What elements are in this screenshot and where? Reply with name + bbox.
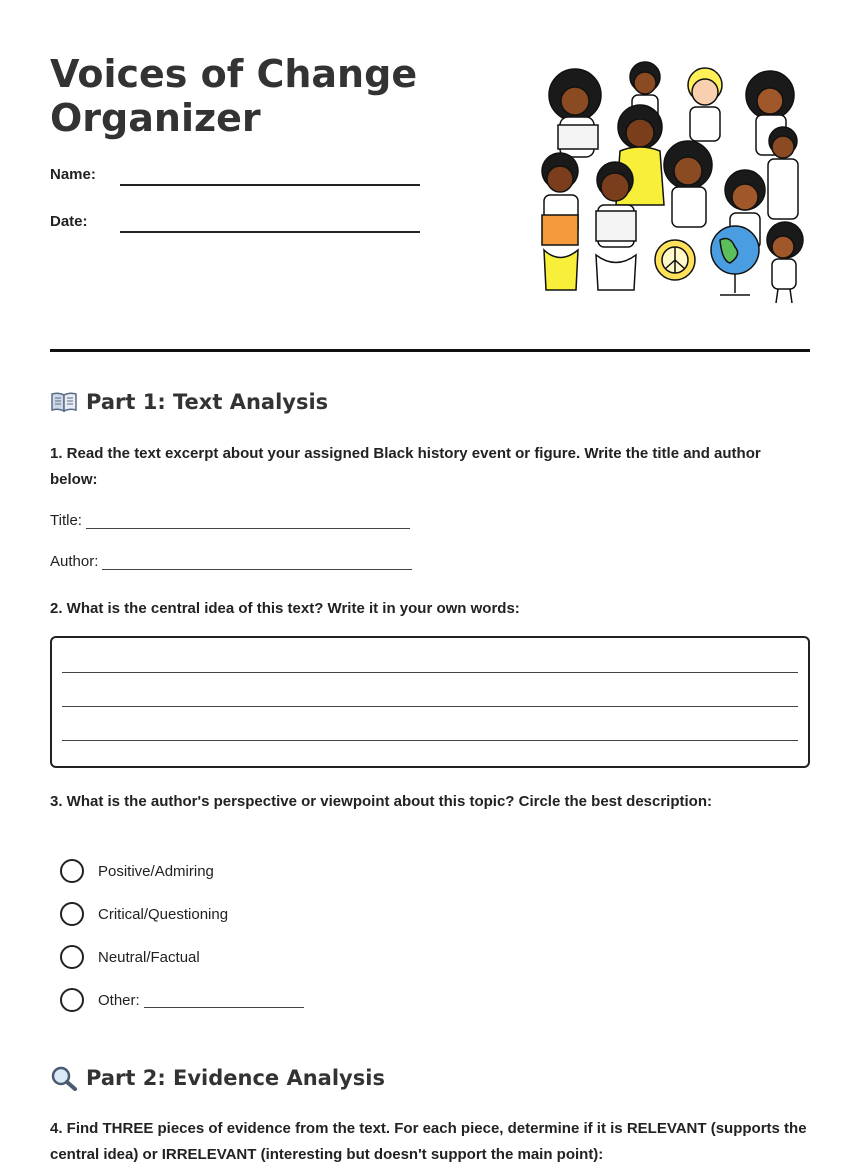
date-line[interactable] [120, 231, 420, 233]
name-label: Name: [50, 166, 96, 183]
magnifying-glass-icon [50, 1065, 78, 1091]
question-3: 3. What is the author's perspective or viewpoint about this topic? Circle the best description: [50, 793, 712, 810]
option-circle[interactable] [60, 988, 84, 1012]
author-label: Author: [50, 553, 99, 570]
option-circle[interactable] [60, 859, 84, 883]
question-1: 1. Read the text excerpt about your assigned Black history event or figure. Write the title and author below: [50, 445, 761, 488]
answer-line [62, 706, 798, 707]
open-book-icon [50, 391, 78, 413]
question-4: 4. Find THREE pieces of evidence from the text. For each piece, determine if it is RELEVANT (supports the central idea) or IRRELEVANT (interesting but doesn't support the main point): [50, 1120, 807, 1163]
author-line[interactable] [102, 553, 412, 570]
part2-heading [50, 1065, 385, 1091]
answer-line [62, 740, 798, 741]
option-label: Neutral/Factual [98, 948, 200, 966]
page-title [50, 52, 490, 140]
question-2: 2. What is the central idea of this text? Write it in your own words: [50, 600, 520, 617]
page-title-line-2: Organizer [50, 96, 261, 140]
page-title-line-1: Voices of Change [50, 52, 418, 96]
option-neutral[interactable] [60, 945, 200, 969]
option-circle[interactable] [60, 945, 84, 969]
answer-line [62, 672, 798, 673]
title-field[interactable] [50, 512, 410, 529]
author-field[interactable] [50, 553, 412, 570]
title-label: Title: [50, 512, 82, 529]
part2-heading-text: Part 2: Evidence Analysis [86, 1066, 385, 1090]
option-label: Positive/Admiring [98, 862, 214, 880]
date-label: Date: [50, 213, 88, 230]
date-field[interactable] [50, 213, 420, 243]
option-other[interactable] [60, 988, 304, 1012]
part1-heading [50, 390, 328, 414]
name-field[interactable] [50, 166, 420, 196]
part1-heading-text: Part 1: Text Analysis [86, 390, 329, 414]
central-idea-answer-box[interactable] [50, 636, 810, 768]
other-line[interactable] [144, 993, 304, 1008]
option-positive[interactable] [60, 859, 214, 883]
option-critical[interactable] [60, 902, 228, 926]
header-divider [50, 349, 810, 352]
children-illustration [530, 55, 810, 310]
worksheet-page [50, 0, 810, 1161]
option-label: Critical/Questioning [98, 905, 229, 923]
name-line[interactable] [120, 184, 420, 186]
title-line[interactable] [86, 512, 410, 529]
option-label: Other: [98, 991, 140, 1009]
option-circle[interactable] [60, 902, 84, 926]
